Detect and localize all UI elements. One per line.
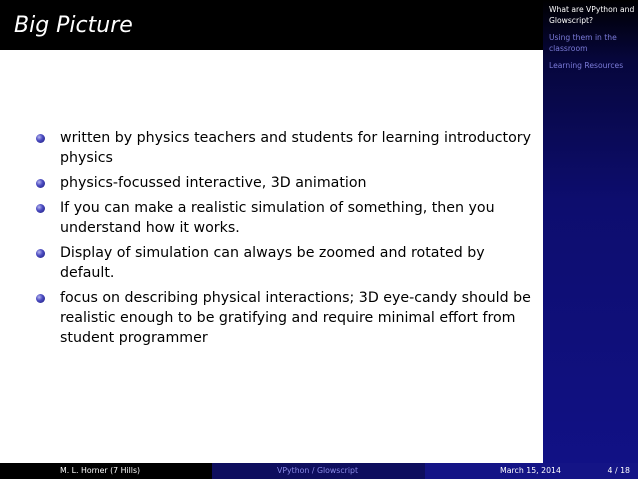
slide-title: Big Picture	[14, 13, 133, 38]
nav-item-what-are-vpython[interactable]: What are VPython and Glowscript?	[549, 5, 635, 25]
bullet-item	[36, 173, 536, 193]
nav-item-learning-resources[interactable]: Learning Resources	[549, 61, 624, 70]
bullet-item	[36, 288, 536, 348]
bullet-icon	[36, 179, 45, 188]
navigation-sidebar	[543, 0, 638, 463]
bullet-item	[36, 128, 536, 168]
footer-title-block	[212, 463, 425, 479]
bullet-list	[36, 128, 536, 353]
bullet-item	[36, 198, 536, 238]
bullet-text: If you can make a realistic simulation of something, then you understand how it works.	[60, 200, 495, 236]
bullet-text: written by physics teachers and students for learning introductory physics	[60, 130, 532, 166]
bullet-icon	[36, 134, 45, 143]
title-bar	[0, 0, 543, 50]
bullet-text: focus on describing physical interactions; 3D eye-candy should be realistic enough to be gratifying and require minimal effort from student programmer	[60, 290, 531, 346]
bullet-text: physics-focussed interactive, 3D animation	[60, 175, 367, 191]
bullet-icon	[36, 294, 45, 303]
section-nav	[549, 5, 635, 79]
footer-date: March 15, 2014	[500, 466, 561, 475]
nav-item-using-in-classroom[interactable]: Using them in the classroom	[549, 33, 617, 53]
slide-footer	[0, 463, 638, 479]
page-number: 4 / 18	[607, 466, 630, 475]
footer-date-block	[425, 463, 638, 479]
footer-short-title[interactable]: VPython / Glowscript	[277, 466, 359, 475]
bullet-icon	[36, 204, 45, 213]
bullet-icon	[36, 249, 45, 258]
footer-author-block	[0, 463, 212, 479]
footer-author: M. L. Horner (7 Hills)	[60, 466, 141, 475]
bullet-text: Display of simulation can always be zoomed and rotated by default.	[60, 245, 485, 281]
bullet-item	[36, 243, 536, 283]
